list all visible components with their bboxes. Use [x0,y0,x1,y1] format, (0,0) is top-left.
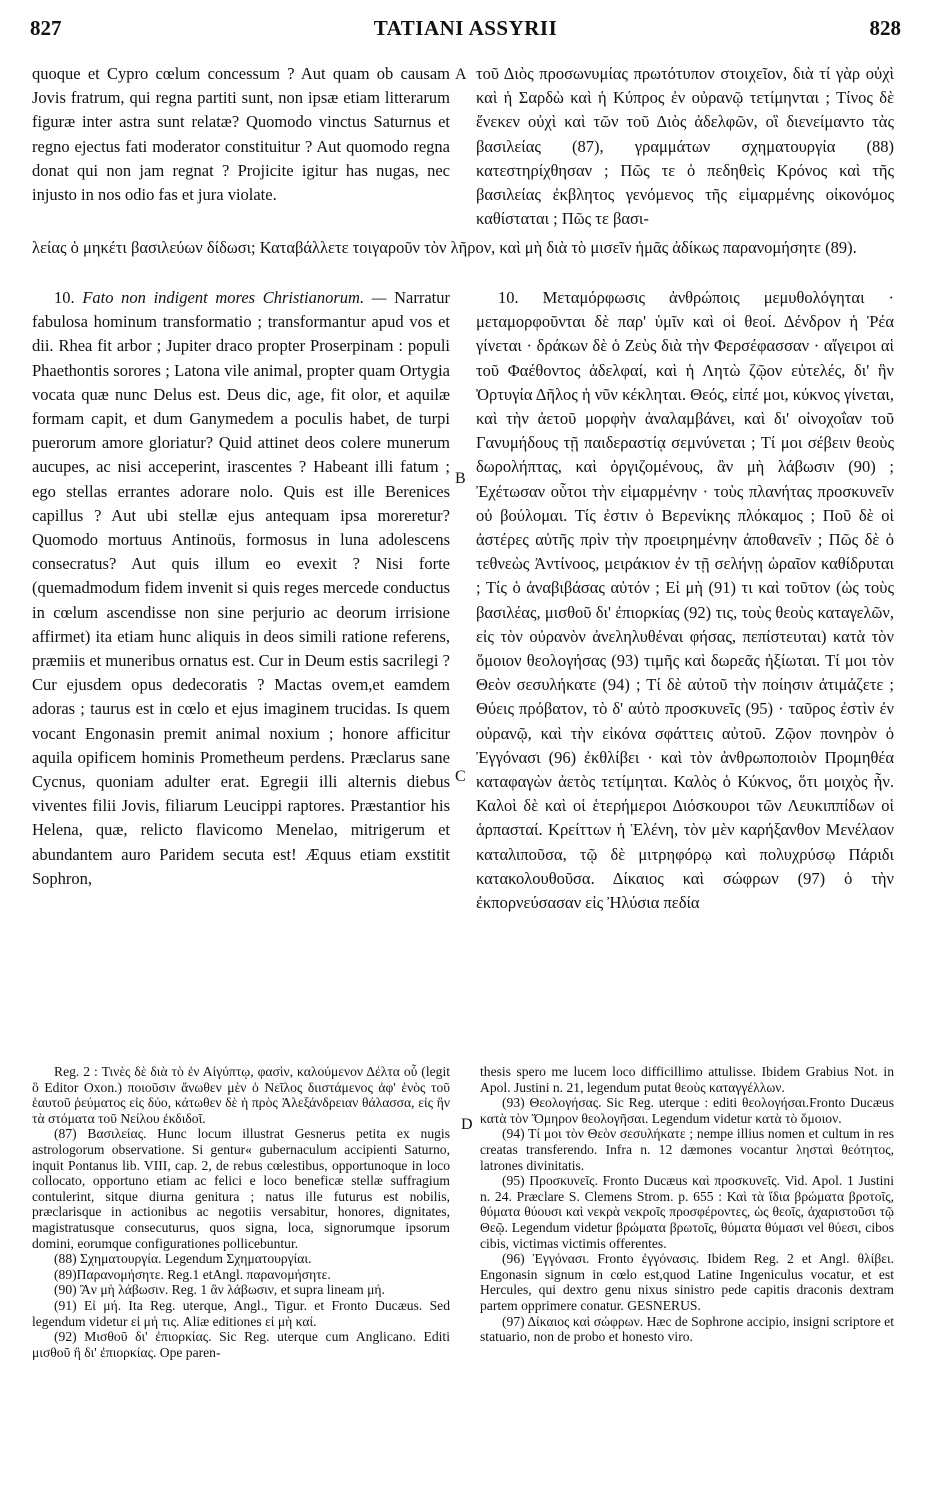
latin-section-title: Fato non indigent mores Christianorum. — [82,288,387,307]
footnote: (96) Ἐγγόνασι. Fronto ἐγγόνασις. Ibidem Reg. 2 et Angl. θλίβει. Engonasin signum in cœlo est,quod Latine Ingeniculus vocatur, et est Hercules, qui dextro genu nixus sinistro pede capitis draconis dextram partem opprimere conatur. GESNERUS. [480,1251,894,1313]
footnote: thesis spero me lucem loco difficillimo attulisse. Ibidem Grabius Not. in Apol. Justini n. 21, legendum putat θεοὺς καταγγέλλων. [480,1064,894,1095]
footnote: (92) Μισθοῦ δι' ἐπιορκίας. Sic Reg. uterque cum Anglicano. Editi μισθοῦ ἢ δι' ἐπιορκίας. Ope paren- [32,1329,450,1360]
right-page-number: 828 [869,16,901,40]
footnote: Reg. 2 : Τινὲς δὲ διὰ τὸ ἐν Αἰγύπτῳ, φασὶν, καλούμενον Δέλτα οὗ (legit ὃ Editor Oxon.) ποιοῦσιν ἄνωθεν μὲν ὁ Νεῖλος διιστάμενος ἀφ' ἑνὸς τοῦ ἑαυτοῦ ῥεύματος εἰς δύο, κάτωθεν δὲ ἡ πρὸς Ἀλεξάνδρειαν θάλασσα, εἰς ἣν τὰ στόματα τοῦ Νείλου ἐκδιδοῖ. [32,1064,450,1126]
latin-column-top [32,62,450,232]
latin-section-number: 10. [54,288,75,307]
latin-body-text: Narratur fabulosa hominum transformatio ; transformantur apud vos et dii. Rhea fit arbor ; Jupiter draco propter Proserpinam : populi Phaethontis sorores ; Latona vile animal, propter quam Ortygia vocata quæ nunc Delus est. Deus dic, age, fit olor, et aquilæ formam capit, et dum Ganymedem a poculis habet, de turpi puerorum amore gloriatur? Quid attinet deos colere munerum aucupes, ac nisi acceperint, irascentes ? Habeant illi fatum ; ego stellas errantes adorare nolo. Quis est ille Berenices capillus ? Aut ubi stellæ ejus antequam ipsa moreretur? Quomodo mortuus Antinoüs, formosus in luna adolescens consecratus? Aut quis illum eo evexit ? Nisi forte (quemadmodum fidem invenit si quis reges mercede conductus in cœlum ascendisse non sine perjurio ac deorum irrisione affirmet) ita etiam hunc aliquis in deos simili ratione referens, præmiis et muneribus ornatus est. Cur in Deum estis sacrilegi ? Cur ejusdem opus dedecoratis ? Mactas ovem,et eamdem adoras ; taurus est in cœlo et ejus imaginem trucidas. Is quem vocant Engonasin premit animal noxium ; honore afficitur aquila opificem hominis Prometheum perdens. Præclarus sane Cycnus, quoniam adulter erat. Egregii illi alternis diebus viventes filii Jovis, filiarum Leucippi raptores. Præstantior his Helena, quæ, relicto flavicomo Menelao, mitrigerum et abundantem auro Paridem secuta est! Æquus etiam exstitit Sophron, [32,288,450,888]
running-title: TATIANI ASSYRII [373,16,558,40]
running-header [30,16,901,46]
footnote: (93) Θεολογήσας. Sic Reg. uterque : editi θεολογήσαι.Fronto Ducæus κατὰ τὸν Ὅμηρον θεολογῆσαι. Legendum videtur κατὰ τὸ ὅμοιον. [480,1095,894,1126]
greek-body-text: 10. Μεταμόρφωσις ἀνθρώποις μεμυθολόγηται · μεταμορφοῦνται δὲ παρ' ὑμῖν καὶ οἱ θεοί. Δένδρον ἡ Ῥέα γίνεται · δράκων δὲ ὁ Ζεὺς διὰ τὴν Φερσέφασσαν · αἴγειροι αἱ τοῦ Φαέθοντος ἀδελφαί, καὶ ἡ Λητὼ ζῷον εὐτελές, δι' ἣν Ὀρτυγία Δῆλος ἡ νῦν κέκληται. Θεός, εἰπέ μοι, κύκνος γίνεται, καὶ τὴν ἀετοῦ μορφὴν ἀναλαμβάνει, καὶ δι' οἰνοχοΐαν τοῦ Γανυμήδους τῇ παιδεραστίᾳ σεμνύνεται ; Τί μοι σέβειν θεοὺς δωρολήπτας, καὶ ὀργιζομένους, ἂν μὴ λάβωσιν (90) ; Ἐχέτωσαν οὗτοι τὴν εἱμαρμένην · τοὺς πλανήτας προσκυνεῖν οὐ βούλομαι. Τίς ἐστιν ὁ Βερενίκης πλόκαμος ; Ποῦ δὲ οἱ ἀστέρες αὐτῆς πρὶν τὴν προειρημένην ἀποθανεῖν ; Πῶς δὲ ὁ τεθνεὼς Ἀντίνοος, μειράκιον ἐν τῇ σελήνῃ ὡραῖον καθίδρυται ; Τίς ὁ ἀναβιβάσας αὐτόν ; Εἰ μὴ (91) τι καὶ τοῦτον (ὡς τοὺς βασιλέας, μισθοῦ δι' ἐπιορκίας (92) τις, τοὺς θεοὺς καταγελῶν, εἰς τὸν οὐρανὸν ἀνεληλυθέναι φήσας, πεπίστευται) κατὰ τὸν ὅμοιον θεολογήσας (93) τιμῆς καὶ δωρεᾶς ἠξίωται. Τί μοι τὸν Θεὸν σεσυλήκατε (94) ; Τί δὲ αὐτοῦ τὴν ποίησιν ἀτιμάζετε ; Θύεις πρόβατον, τὸ δ' αὐτὸ προσκυνεῖς (95) · ταῦρος ἐστὶν ἐν οὐρανῷ, καὶ τὴν εἰκόνα σφάττεις αὐτοῦ. Ζῷον πονηρὸν ὁ Ἐγγόνασι (96) ἐκθλίβει · καὶ τὸν ἀνθρωποποιὸν Προμηθέα καταφαγὼν ἀετὸς τετίμηται. Καλὸς ὁ Κύκνος, ὅτι μοιχὸς ἦν. Καλοὶ δὲ καὶ οἱ ἑτερήμεροι Διόσκουροι τῶν Λευκιππίδων οἱ ἁρπασταί. Κρείττων ἡ Ἑλένη, τὸν μὲν καρήξανθον Μενέλαον καταλιποῦσα, τῷ δὲ μιτρηφόρῳ καὶ πολυχρύσῳ Πάριδι κατακολουθοῦσα. Δίκαιος καὶ σώφρων (97) ὁ τὴν ἐκπορνεύσασαν εἰς Ἠλύσια πεδία [476,288,894,913]
latin-column-body [32,286,450,888]
greek-full-text: λείας ὁ μηκέτι βασιλεύων δίδωσι; Καταβάλλετε τοιγαροῦν τὸν λῆρον, καὶ μὴ διὰ τὸ μισεῖν ἡμᾶς ἀδίκως παρανομήσητε (89). [32,238,857,257]
margin-marker-b: B [455,470,466,487]
margin-marker-d: D [461,1116,473,1133]
footnote: (91) Εἰ μή. Ita Reg. uterque, Angl., Tigur. et Fronto Ducæus. Sed legendum videtur εἰ μή τις. Aliæ editiones εἰ μὴ καί. [32,1297,450,1329]
footnote: (87) Βασιλείας. Hunc locum illustrat Gesnerus petita ex nugis astrologorum observatione. Si gentur« gubernaculum accipienti Saturno, inquit Pontanus lib. VIII, cap. 2, de rebus cœlestibus, opportunoque in loco collocato, opportuno etiam ac felici e loco beneficæ stellæ suffragium contulerint, sitque diurna genitura ; natus ille futurus est nobilis, præclarisque in actionibus ac negotiis versabitur, honores, dignitates, magistratusque consecuturus, quos signa, loca, signorumque ipsorum domini, eorumque configurationes pollicebuntur. [32,1126,450,1251]
footnote: (97) Δίκαιος καὶ σώφρων. Hæc de Sophrone accipio, insigni scriptore et statuario, non de probo et honesto viro. [480,1313,894,1345]
footnote: (88) Σχηματουργία. Legendum Σχηματουργίαι. [54,1251,312,1267]
footnote: (89)Παρανομήσητε. Reg.1 etAngl. παρανομήσητε. [54,1266,331,1282]
greek-top-text: τοῦ Διὸς προσωνυμίας πρωτότυπον στοιχεῖον, διὰ τί γὰρ οὐχὶ καὶ ἡ Σαρδὼ καὶ ἡ Κύπρος ἐν οὐρανῷ τετίμηνται ; Τίνος δὲ ἕνεκεν οὐχὶ καὶ τῶν τοῦ Διὸς ἀδελφῶν, οἳ διενείμαντο τὰς βασιλείας (87), γραμμάτων σχηματουργία (88) κατεστηρίχθησαν ; Πῶς τε ὁ πεδηθεὶς Κρόνος καὶ τῆς βασιλείας ἐκβλητος γενόμενος τῆς εἱμαρμένης οἰκονόμος καθίσταται ; Πῶς τε βασι- [476,64,894,229]
footnotes-right [480,1064,894,1488]
greek-column-body [476,286,894,913]
greek-column-top [476,62,894,232]
footnote: (90) Ἂν μὴ λάβωσιν. Reg. 1 ἂν λάβωσιν, et supra lineam μή. [54,1282,385,1298]
latin-section [32,286,450,891]
footnote: (95) Προσκυνεῖς. Fronto Ducæus καὶ προσκυνεῖς. Vid. Apol. 1 Justini n. 24. Præclare S. Clemens Strom. p. 655 : Καὶ τὰ ἴδια βρώματα βροτοῖς, θύματα θύουσι καὶ νεκρὰ νεκροῖς προσφέροντες, ὡς θεοῖς, ἀχαριστοῦσι τῷ Θεῷ. Legendum videtur βρώματα βρωτοῖς, θύματα θύμασι vel θύεσι, cibos cibis, victimas victimis offerentes. [480,1173,894,1251]
latin-top-text: quoque et Cypro cœlum concessum ? Aut quam ob causam Jovis fratrum, qui regna partiti sunt, non ipsæ etiam litterarum figuræ inter astra sunt relatæ? Quomodo vinctus Saturnus et regno ejectus fati moderator constituitur ? Aut quomodo regna donat qui non jam regnat ? Projicite igitur has nugas, nec injusto in nos odio fas et jura violate. [32,64,450,205]
margin-marker-a: A [455,66,467,83]
footnotes-left [32,1064,450,1488]
margin-marker-c: C [455,768,466,785]
left-page-number: 827 [30,16,62,40]
greek-full-width-line [32,236,894,286]
footnote: (94) Τί μοι τὸν Θεὸν σεσυλήκατε ; nempe illius nomen et cultum in res creatas transferendo. Infra n. 12 dæmones vocantur λησταὶ θεότητος, latrones divinitatis. [480,1126,894,1173]
